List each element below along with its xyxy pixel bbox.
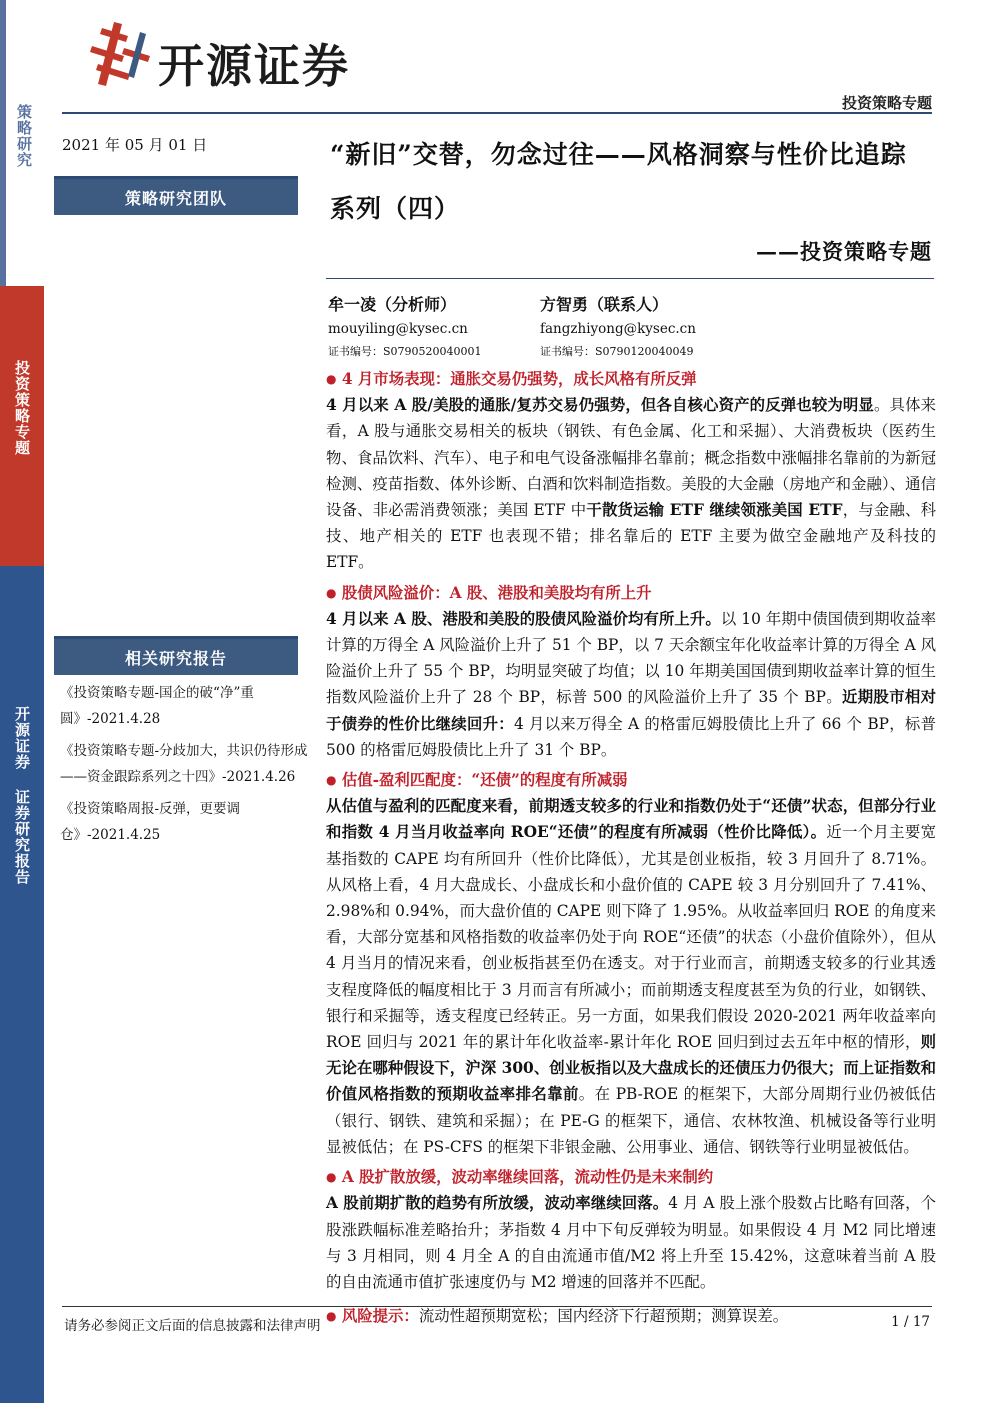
header-tag: 投资策略专题 xyxy=(841,94,932,112)
risk-text: 流动性超预期宽松；国内经济下行超预期；测算误差。 xyxy=(418,1307,789,1326)
section-paragraph: 4 月以来 A 股/美股的通胀/复苏交易仍强势，但各自核心资产的反弹也较为明显。具体来看，A 股与通胀交易相关的板块（钢铁、有色金属、化工和采掘）、大消费板块（医药生物、食品饮料、汽车）、电子和电气设备涨幅排名靠前；概念指数中涨幅排名靠前的为新冠检测、疫苗指数、体外诊断、白酒和饮料制造指数。美股的大金融（房地产和金融）、通信设备、非必需消费领涨；美国 ETF 中干散货运输 ETF 继续领涨美国 ETF，与金融、科技、地产相关的 ETF 也表现不错；排名靠后的 ETF 主要为做空金融地产及科技的 ETF。 xyxy=(326,396,936,572)
strip-segment-bottom xyxy=(0,566,44,1403)
footer-divider xyxy=(62,1306,932,1307)
bullet-icon: ● xyxy=(326,372,337,386)
author-email[interactable]: fangzhiyong@kysec.cn xyxy=(540,321,696,337)
section xyxy=(326,1164,936,1295)
related-list xyxy=(60,680,314,848)
related-item[interactable]: 《投资策略周报-反弹，更要调仓》-2021.4.25 xyxy=(60,801,241,843)
report-date: 2021 年 05 月 01 日 xyxy=(62,136,208,154)
brand-logo-icon xyxy=(84,22,154,86)
title-divider xyxy=(326,278,934,279)
section-paragraph: 从估值与盈利的匹配度来看，前期透支较多的行业和指数仍处于“还债”状态，但部分行业和指数 4 月当月收益率向 ROE“还债”的程度有所减弱（性价比降低）。近一个月主要宽基指数的 CAPE 均有所回升（性价比降低），尤其是创业板指，较 3 月回升了 8.71%。从风格上看，4 月大盘成长、小盘成长和小盘价值的 CAPE 较 3 月分别回升了 7.41%、2.98%和 0.94%，而大盘价值的 CAPE 则下降了 1.95%。从收益率回归 ROE 的角度来看，大部分宽基和风格指数的收益率仍处于向 ROE“还债”的状态（小盘价值除外），但从 4 月当月的情况来看，创业板指甚至仍在透支。对于行业而言，前期透支较多的行业其透支程度降低的幅度相比于 3 月而言有所减小；而前期透支程度甚至为负的行业，如钢铁、银行和采掘等，透支程度已经转正。另一方面，如果我们假设 2020-2021 两年收益率向 ROE 回归与 2021 年的累计年化收益率-累计年化 ROE 回归到过去五年中枢的情形，则无论在哪种假设下，沪深 300、创业板指以及大盘成长的还债压力仍很大；而上证指数和价值风格指数的预期收益率排名靠前。在 PB-ROE 的框架下，大部分周期行业仍被低估（银行、钢铁、建筑和采掘）；在 PE-G 的框架下，通信、农林牧渔、机械设备等行业明显被低估；在 PS-CFS 的框架下非银金融、公用事业、通信、钢铁等行业明显被低估。 xyxy=(326,797,936,1156)
bullet-icon: ● xyxy=(326,585,337,600)
author-cert: 证书编号：S0790120040049 xyxy=(540,345,694,358)
report-title: “新旧”交替，勿念过往——风格洞察与性价比追踪系列（四） xyxy=(330,140,907,223)
section-paragraph: 4 月以来 A 股、港股和美股的股债风险溢价均有所上升。以 10 年期中债国债到期收益率计算的万得全 A 风险溢价上升了 51 个 BP，以 7 天余额宝年化收益率计算的万得全 A 风险溢价上升了 55 个 BP，均明显突破了均值；以 10 年期美国国债到期收益率计算的恒生指数风险溢价上升了 28 个 BP，标普 500 的风险溢价上升了 35 个 BP。近期股市相对于债券的性价比继续回升：4 月以来万得全 A 的格雷厄姆股债比上升了 66 个 BP，标普 500 的格雷厄姆股债比上升了 31 个 BP。 xyxy=(326,609,936,759)
strip-segment-mid xyxy=(0,286,44,566)
section-paragraph: A 股前期扩散的趋势有所放缓，波动率继续回落。4 月 A 股上涨个股数占比略有回落，个股涨跌幅标准差略抬升；茅指数 4 月中下旬反弹较为明显。如果假设 4 月 M2 同比增速与 3 月相同，则 4 月全 A 的自由流通市值/M2 将上升至 15.42%，这意味着当前 A 股的自由流通市值扩张速度仍与 M2 增速的回落并不匹配。 xyxy=(326,1194,936,1291)
section-heading: ● A 股扩散放缓，波动率继续回落，流动性仍是未来制约 xyxy=(326,1168,714,1187)
bullet-icon: ● xyxy=(326,773,337,788)
section-heading: ● 估值-盈利匹配度：“还债”的程度有所减弱 xyxy=(326,771,628,790)
page-number: 1 / 17 xyxy=(891,1314,930,1330)
author-cert: 证书编号：S0790520040001 xyxy=(328,345,482,358)
footer-disclaimer: 请务必参阅正文后面的信息披露和法律声明 xyxy=(64,1318,321,1334)
section-heading: ● 4 月市场表现：通胀交易仍强势，成长风格有所反弹 xyxy=(326,370,697,388)
section xyxy=(326,366,936,576)
brand-name: 开源证券 xyxy=(158,39,350,93)
risk-note xyxy=(326,1303,936,1329)
related-item[interactable]: 《投资策略专题-国企的破“净”重圆》-2021.4.28 xyxy=(60,685,254,727)
bullet-icon: ● xyxy=(326,1170,337,1185)
side-strip xyxy=(0,0,44,1403)
risk-label: ● 风险提示： xyxy=(326,1307,419,1326)
strip-segment-top xyxy=(0,0,44,286)
report-subtitle: ——投资策略专题 xyxy=(756,239,932,264)
bullet-icon: ● xyxy=(326,1309,337,1324)
section-heading: ● 股债风险溢价：A 股、港股和美股均有所上升 xyxy=(326,583,652,602)
author-name: 方智勇（联系人） xyxy=(540,295,669,314)
team-band: 策略研究团队 xyxy=(54,176,298,215)
section xyxy=(326,580,936,763)
strip-label-company: 开源证券 证券研究报告 xyxy=(13,706,31,885)
header-divider xyxy=(62,112,932,114)
related-item[interactable]: 《投资策略专题-分歧加大，共识仍待形成——资金跟踪系列之十四》-2021.4.26 xyxy=(60,743,308,785)
author-block xyxy=(328,292,482,359)
related-band: 相关研究报告 xyxy=(54,636,298,675)
author-name: 牟一凌（分析师） xyxy=(328,295,457,314)
section xyxy=(326,767,936,1160)
summary-body xyxy=(326,366,936,1329)
author-email[interactable]: mouyiling@kysec.cn xyxy=(328,321,468,337)
strip-label-strategy: 策略研究 xyxy=(15,104,33,168)
strip-label-topic: 投资策略专题 xyxy=(13,360,31,456)
author-block xyxy=(540,292,696,359)
